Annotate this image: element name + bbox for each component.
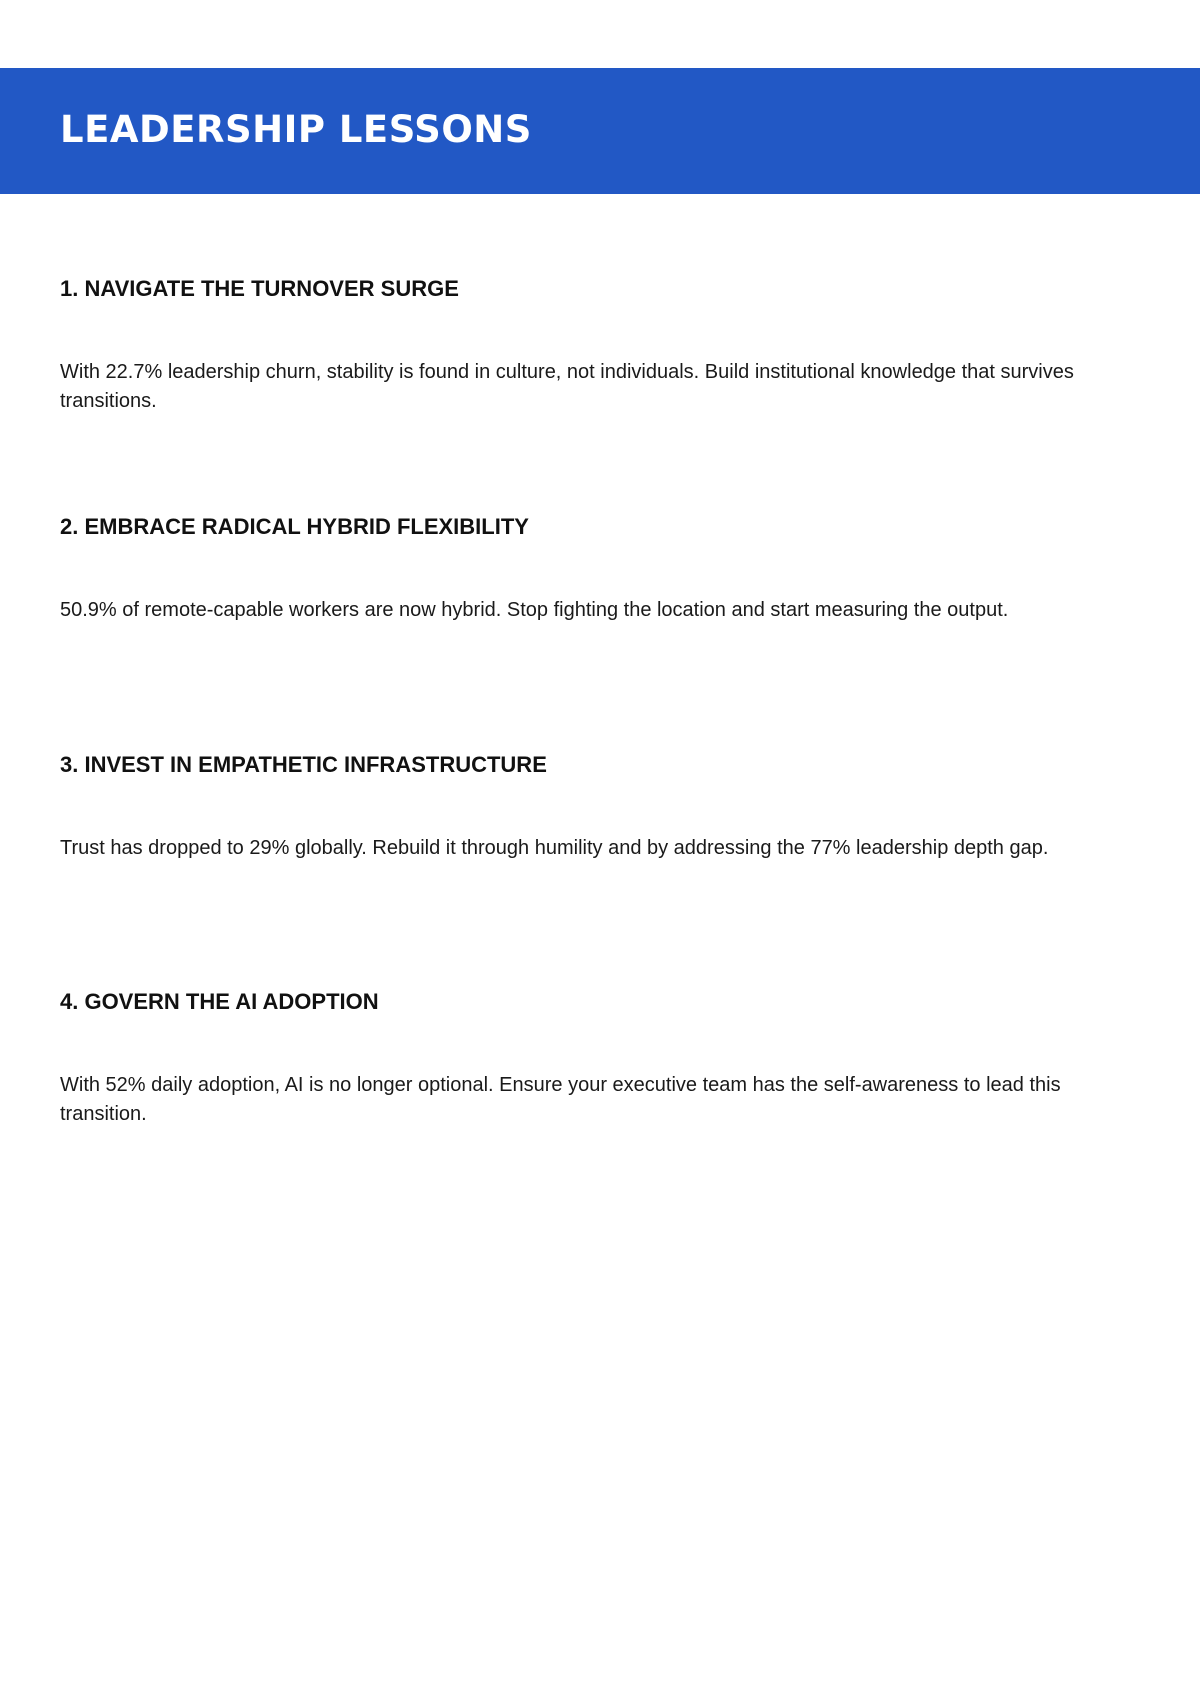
lesson-body: Trust has dropped to 29% globally. Rebuild it through humility and by addressing the 77% leadership depth gap.	[60, 837, 1049, 859]
lesson-body: 50.9% of remote-capable workers are now hybrid. Stop fighting the location and start measuring the output.	[60, 599, 1009, 621]
lesson-section-4	[60, 988, 1120, 1129]
lesson-heading: 3. INVEST IN EMPATHETIC INFRASTRUCTURE	[60, 752, 547, 777]
lesson-body: With 22.7% leadership churn, stability is found in culture, not individuals. Build institutional knowledge that survives transitions.	[60, 361, 1074, 412]
lesson-body: With 52% daily adoption, AI is no longer optional. Ensure your executive team has the self-awareness to lead this transition.	[60, 1074, 1061, 1125]
title-banner	[0, 68, 1200, 194]
lesson-heading: 1. NAVIGATE THE TURNOVER SURGE	[60, 276, 459, 301]
lesson-section-2	[60, 513, 1120, 625]
lesson-heading: 4. GOVERN THE AI ADOPTION	[60, 989, 379, 1014]
lesson-heading: 2. EMBRACE RADICAL HYBRID FLEXIBILITY	[60, 514, 529, 539]
page-title: LEADERSHIP LESSONS	[60, 108, 532, 151]
lesson-section-1	[60, 275, 1120, 416]
lesson-section-3	[60, 751, 1120, 863]
